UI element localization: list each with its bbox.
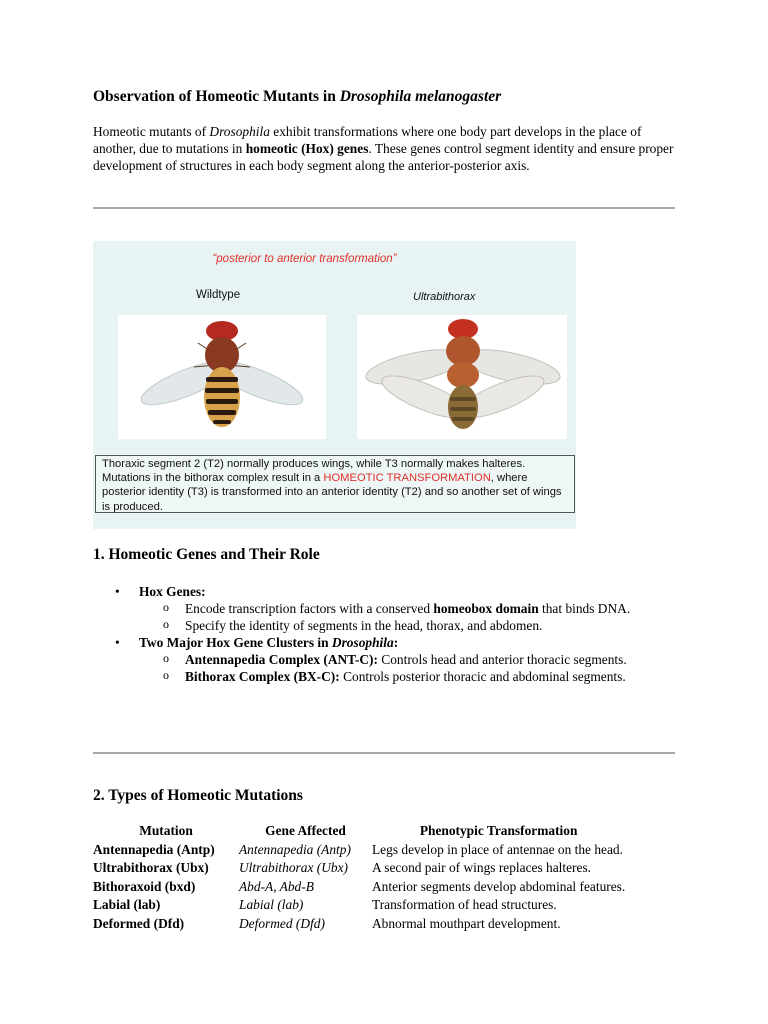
gene-cell: Labial (lab) [239, 897, 304, 912]
table-row [93, 841, 625, 860]
mutations-table [93, 822, 625, 933]
mutation-cell: Antennapedia (Antp) [93, 841, 215, 857]
list-item: o Bithorax Complex (BX-C): Controls posterior thoracic and abdominal segments. [139, 668, 675, 685]
list-item: o Specify the identity of segments in the head, thorax, and abdomen. [139, 617, 675, 634]
list-item: o Antennapedia Complex (ANT-C): Controls head and anterior thoracic segments. [139, 651, 675, 668]
figure-heading: “posterior to anterior transformation” [212, 253, 397, 265]
gene-cell: Deformed (Dfd) [239, 915, 325, 931]
column-header: Mutation [139, 823, 193, 838]
table-row [93, 878, 625, 897]
phenotype-cell: Anterior segments develop abdominal features. [372, 878, 626, 894]
phenotype-cell: A second pair of wings replaces halteres. [372, 860, 592, 875]
section-1-heading: 1. Homeotic Genes and Their Role [93, 546, 320, 563]
figure-caption: Thoraxic segment 2 (T2) normally produces wings, while T3 normally makes halteres. Mutations in the bithorax complex result in a HOMEOTIC TRANSFORMATION, where posterior identity (T3) is transformed into an anterior identity (T2) and so another set of wings is produced. [95, 455, 575, 513]
wildtype-label: Wildtype [196, 289, 241, 301]
table-header-row [93, 822, 625, 841]
table-row [93, 915, 625, 934]
ultrabithorax-fly-image [357, 315, 567, 439]
divider [93, 752, 675, 754]
wildtype-fly-image [118, 315, 326, 439]
list-item: • Hox Genes: o Encode transcription factors with a conserved homeobox domain that binds DNA. o Specify the identity of segments in the head, thorax, and abdomen. [93, 583, 675, 634]
mutation-cell: Bithoraxoid (bxd) [93, 878, 196, 894]
intro-paragraph: Homeotic mutants of Drosophila exhibit transformations where one body part develops in the place of another, due to mutations in homeotic (Hox) genes. These genes control segment identity and ensure proper development of structures in each body segment along the anterior-posterior axis. [93, 124, 674, 173]
column-header: Gene Affected [265, 823, 346, 838]
gene-cell: Antennapedia (Antp) [239, 841, 351, 857]
divider [93, 207, 675, 209]
table-row [93, 859, 625, 878]
mutation-cell: Labial (lab) [93, 897, 161, 912]
hox-bullet-list [93, 583, 675, 685]
phenotype-cell: Abnormal mouthpart development. [372, 915, 561, 931]
phenotype-cell: Legs develop in place of antennae on the head. [372, 841, 623, 857]
table-row [93, 896, 625, 915]
gene-cell: Ultrabithorax (Ubx) [239, 860, 348, 875]
fly-comparison-figure [93, 241, 576, 529]
mutation-cell: Ultrabithorax (Ubx) [93, 860, 209, 875]
gene-cell: Abd-A, Abd-B [239, 878, 314, 894]
page-title: Observation of Homeotic Mutants in Drosophila melanogaster [93, 88, 502, 105]
list-item: • Two Major Hox Gene Clusters in Drosophila: o Antennapedia Complex (ANT-C): Controls head and anterior thoracic segments. o Bithorax Complex (BX-C): Controls posterior thoracic and abdominal segments. [93, 634, 675, 685]
list-item: o Encode transcription factors with a conserved homeobox domain that binds DNA. [139, 600, 675, 617]
section-2-heading: 2. Types of Homeotic Mutations [93, 787, 303, 804]
phenotype-cell: Transformation of head structures. [372, 897, 557, 912]
column-header: Phenotypic Transformation [419, 823, 578, 838]
ultrabithorax-label: Ultrabithorax [413, 291, 476, 303]
mutation-cell: Deformed (Dfd) [93, 915, 185, 931]
